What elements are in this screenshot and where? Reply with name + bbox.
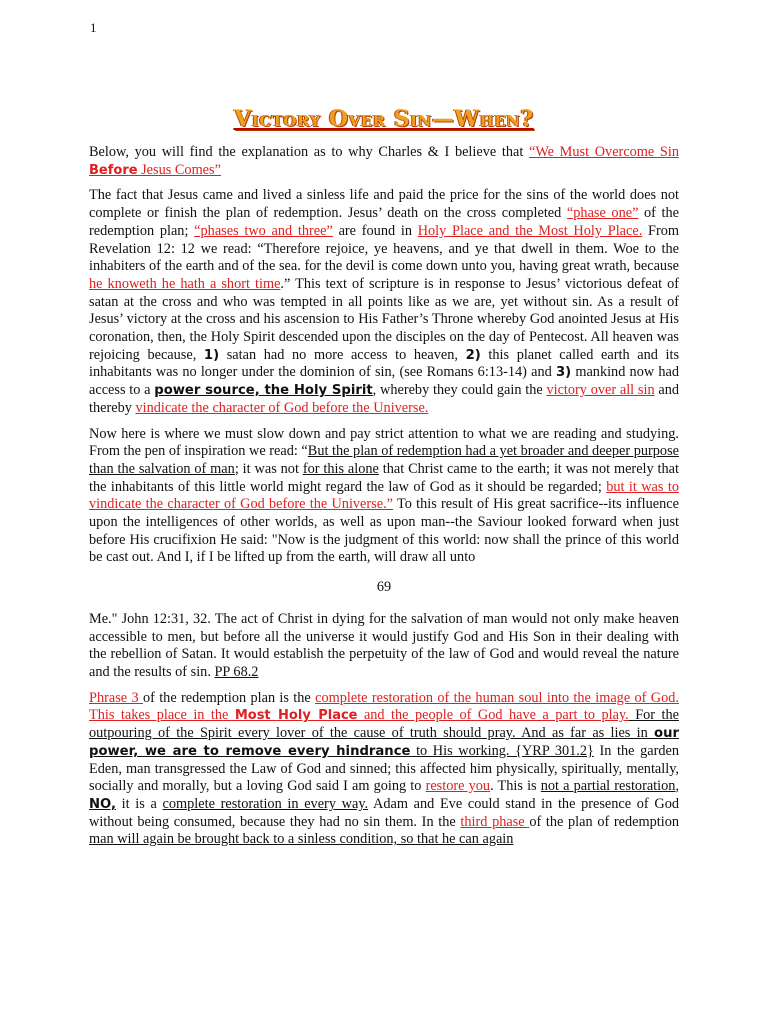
inspiration-paragraph: Now here is where we must slow down and pay strict attention to what we are reading and studying. From the pen of inspiration we read: “But the plan of redemption had a yet broader and deeper purpose than the salvation of man; it was not for this alone that Christ came to the earth; it was not merely that the inhabitants of this little world might regard the law of God as it should be regarded; but it was to vindicate the character of God before the Universe.” To this result of His great sacrifice--its influence upon the intelligences of other worlds, as well as upon man--the Saviour looked forward when just before His crucifixion He said: "Now is the judgment of this world: now shall the prince of this world be cast out. And I, if I be lifted up from the earth, will draw all unto (89, 425, 679, 566)
intro-paragraph: Below, you will find the explanation as to why Charles & I believe that “We Must Overcome Sin Before Jesus Comes” (89, 144, 680, 178)
document-body (89, 144, 679, 857)
inline-page-folio: 69 (376, 579, 392, 596)
document-title: Victory Over Sin—When? (234, 106, 534, 132)
quote-continuation-paragraph: Me." John 12:31, 32. The act of Christ in dying for the salvation of man would not only make heaven accessible to men, but before all the universe it would justify God and His Son in their dealing with the rebellion of Satan. It would establish the perpetuity of the law of God and would reveal the nature and the results of sin. PP 68.2 (89, 610, 679, 680)
page-number: 1 (90, 20, 97, 35)
phase-three-paragraph: Phrase 3 of the redemption plan is the complete restoration of the human soul into the image of God. This takes place in the Most Holy Place and the people of God have a part to play. For the outpouring of the Spirit every lover of the cause of truth should pray. And as far as lies in our power, we are to remove every hindrance to His working. {YRP 301.2} In the garden Eden, man transgressed the Law of God and sinned; this affected him physically, spiritually, mentally, socially and morally, but a loving God said I am going to restore you. This is not a partial restoration, NO, it is a complete restoration in every way. Adam and Eve could stand in the presence of God without being consumed, because they had no sin them. In the third phase of the plan of redemption man will again be brought back to a sinless condition, so that he can again (89, 689, 680, 848)
redemption-paragraph: The fact that Jesus came and lived a sinless life and paid the price for the sins of the world does not complete or finish the plan of redemption. Jesus’ death on the cross completed “phase one” of the redemption plan; “phases two and three” are found in Holy Place and the Most Holy Place. From Revelation 12: 12 we read: “Therefore rejoice, ye heavens, and ye that dwell in them. Woe to the inhabiters of the earth and of the sea. for the devil is come down unto you, having great wrath, because he knoweth he hath a short time.” This text of scripture is in response to Jesus’ victorious defeat of satan at the cross and who was tempted in all points like as we are, yet without sin. As a result of Jesus’ victory at the cross and his ascension to His Father’s Throne whereby God anointed Jesus at His coronation, then, the Holy Spirit descended upon the disciples on the day of Pentecost. All heaven was rejoicing because, 1) satan had no more access to heaven, 2) this planet called earth and its inhabitants was no longer under the dominion of sin, (see Romans 6:13-14) and 3) mankind now had access to a power source, the Holy Spirit, whereby they could gain the victory over all sin and thereby vindicate the character of God before the Universe. (89, 187, 680, 416)
